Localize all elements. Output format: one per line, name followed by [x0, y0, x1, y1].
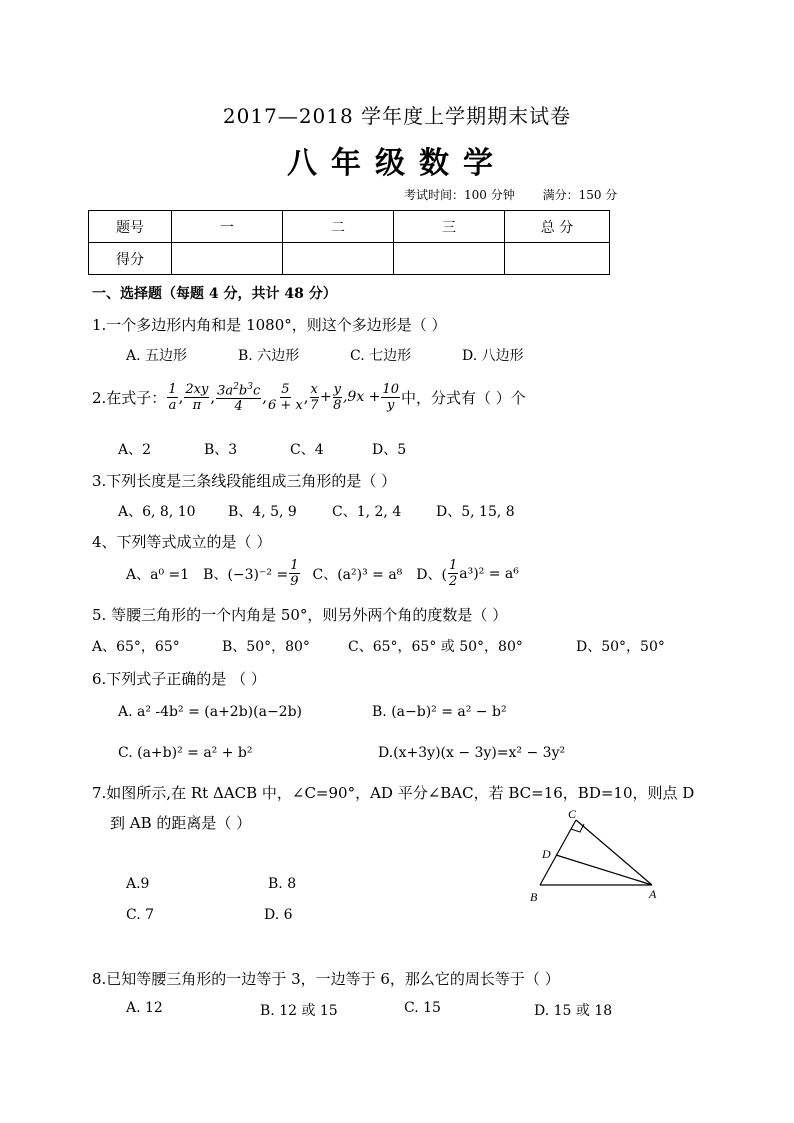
- option: C、(a²)³ = a⁸: [312, 566, 403, 583]
- option: D.(x+3y)(x − 3y)=x² − 3y²: [378, 745, 566, 761]
- question-1: 1.一个多边形内角和是 1080°，则这个多边形是（ ）: [92, 316, 447, 334]
- option: D、5: [372, 442, 407, 458]
- table-cell: 一: [172, 211, 283, 243]
- table-cell: 题号: [89, 211, 172, 243]
- exam-info: [404, 186, 641, 203]
- option: B、50°，80°: [222, 639, 310, 655]
- option: D. 八边形: [462, 348, 524, 364]
- option: D、(: [416, 566, 447, 583]
- question-7: 7.如图所示,在 Rt ΔACB 中，∠C=90°，AD 平分∠BAC，若 BC=16，BD=10，则点 D: [92, 784, 695, 802]
- option: C. 七边形: [350, 348, 412, 364]
- question-6: 6.下列式子正确的是 （ ）: [92, 670, 266, 688]
- option: A、a⁰ =1: [126, 566, 190, 583]
- exam-title: 2017—2018 学年度上学期期末试卷: [222, 104, 572, 128]
- fraction: $\frac{1}{a}$: [168, 381, 177, 413]
- option: D、50°，50°: [576, 639, 665, 655]
- option: B. (a−b)² = a² − b²: [372, 704, 507, 720]
- fraction: $\frac{5}{6 + x}$: [268, 381, 303, 413]
- question-2: 2.在式子： $\frac{1}{a}$ , $\frac{2xy}{\pi}$ , $\frac{3a^2b^3c}{4}$ , $\frac{5}{6 + x}$ , $\frac{x}{7}$ + $\frac{y}{8}$ ,9x + $\frac{10}{y}$ 中，分式有（ ）个: [92, 381, 526, 415]
- option: C. 7: [126, 907, 155, 923]
- option: B、4, 5, 9: [228, 504, 297, 520]
- option: D. 15 或 18: [534, 1003, 613, 1019]
- fraction: $\frac{y}{8}$: [333, 381, 342, 413]
- option: D. 6: [264, 907, 293, 923]
- fraction: $\frac{1}{9}$: [290, 558, 299, 589]
- q4-options: [126, 558, 519, 589]
- q2-suffix: 中，分式有（ ）个: [400, 388, 526, 407]
- option: B、(−3)⁻² =: [203, 566, 289, 583]
- option: C. (a+b)² = a² + b²: [118, 745, 253, 761]
- option: A、65°，65°: [92, 639, 180, 655]
- score-table: [88, 210, 610, 275]
- exam-time: 考试时间：100 分钟: [404, 188, 515, 202]
- option: B. 12 或 15: [260, 1003, 338, 1019]
- table-cell: 得分: [89, 243, 172, 275]
- score-input-cell[interactable]: [394, 243, 505, 275]
- table-row: [89, 243, 610, 275]
- score-input-cell[interactable]: [172, 243, 283, 275]
- option: A. 五边形: [126, 348, 188, 364]
- question-7-cont: 到 AB 的距离是（ ）: [110, 814, 252, 832]
- table-cell: 二: [283, 211, 394, 243]
- question-3: 3.下列长度是三条线段能组成三角形的是（ ）: [92, 472, 397, 490]
- table-cell: 三: [394, 211, 505, 243]
- figure-label: B: [530, 890, 538, 904]
- option: A. 12: [126, 1000, 163, 1016]
- q2-prefix: 2.在式子：: [92, 388, 167, 407]
- option: B. 六边形: [238, 348, 300, 364]
- option: A、2: [118, 442, 152, 458]
- score-input-cell[interactable]: [505, 243, 610, 275]
- fraction: $\frac{x}{7}$: [310, 381, 319, 413]
- option: a³)² = a⁶: [459, 565, 519, 582]
- option: A、6, 8, 10: [118, 504, 196, 520]
- option: D、5, 15, 8: [436, 504, 515, 520]
- option: B. 8: [268, 876, 297, 892]
- figure-label: C: [568, 808, 577, 821]
- figure-label: D: [542, 847, 551, 861]
- option: A.9: [126, 876, 150, 892]
- fraction: $\frac{2xy}{\pi}$: [185, 381, 209, 413]
- question-4: 4、下列等式成立的是（ ）: [92, 533, 272, 551]
- figure-label: A: [649, 887, 657, 901]
- option: C. 15: [404, 1000, 441, 1016]
- option: B、3: [204, 442, 238, 458]
- option: A. a² -4b² = (a+2b)(a−2b): [118, 704, 303, 720]
- triangle-figure: [522, 808, 672, 908]
- fraction: $\frac{1}{2}$: [448, 558, 458, 589]
- table-row: [89, 211, 610, 243]
- fraction: $\frac{3a^2b^3c}{4}$: [217, 382, 261, 415]
- score-input-cell[interactable]: [283, 243, 394, 275]
- question-5: 5. 等腰三角形的一个内角是 50°，则另外两个角的度数是（ ）: [92, 606, 508, 624]
- section-heading: 一、选择题（每题 4 分，共计 48 分）: [92, 286, 337, 302]
- full-score: 满分：150 分: [542, 188, 618, 202]
- option: C、65°，65° 或 50°，80°: [348, 639, 523, 655]
- subject-title: 八年级数学: [287, 146, 507, 181]
- option: C、1, 2, 4: [332, 504, 402, 520]
- table-cell: 总 分: [505, 211, 610, 243]
- question-8: 8.已知等腰三角形的一边等于 3，一边等于 6，那么它的周长等于（ ）: [92, 970, 560, 988]
- fraction: $\frac{10}{y}$: [382, 381, 399, 413]
- option: C、4: [290, 442, 324, 458]
